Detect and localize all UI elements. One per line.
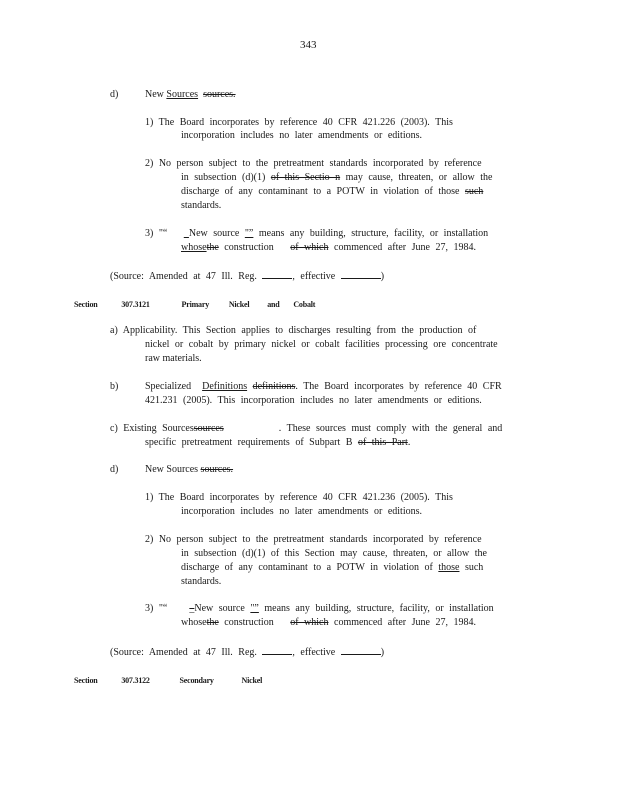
subsection-a-line-3: raw materials. bbox=[145, 353, 202, 364]
deleted-text: of this Sectio n bbox=[270, 172, 341, 183]
deleted-text: sources bbox=[193, 423, 224, 434]
item-2-line-4: standards. bbox=[181, 576, 222, 587]
subsection-c-line-1 bbox=[110, 422, 502, 436]
text: Specialized bbox=[145, 381, 197, 392]
item-1-line-1: 1) The Board incorporates by reference 40 CFR 421.236 (2005). This bbox=[145, 492, 453, 503]
subsection-d-label: d) bbox=[110, 89, 119, 100]
item-2-line-1: 2) No person subject to the pretreatment standards incorporated by reference bbox=[145, 158, 482, 169]
item-3-line-1 bbox=[145, 227, 488, 241]
inserted-text: those bbox=[438, 562, 460, 573]
deleted-text: such bbox=[464, 186, 484, 197]
text: (Source: Amended at 47 Ill. Reg. bbox=[110, 647, 257, 658]
text: New bbox=[145, 89, 167, 100]
deleted-text: of which bbox=[290, 242, 329, 253]
text: construction bbox=[218, 617, 280, 628]
subsection-b-line-1 bbox=[145, 380, 502, 394]
text: 3) "“ bbox=[145, 228, 168, 239]
item-1-line-2: incorporation includes no later amendments or editions. bbox=[181, 506, 422, 517]
text: commenced after June 27, 1984. bbox=[328, 617, 476, 628]
text: (Source: Amended at 47 Ill. Reg. bbox=[110, 271, 257, 282]
text: . The Board incorporates by reference 40 CFR bbox=[295, 381, 502, 392]
section-word: Section bbox=[74, 300, 98, 309]
item-2-line-2 bbox=[181, 171, 493, 185]
text: New source bbox=[194, 603, 251, 614]
inserted-text: "” bbox=[250, 603, 259, 614]
deleted-text: the bbox=[206, 617, 219, 628]
section-heading-307-3122 bbox=[74, 674, 262, 688]
section-number: 307.3121 bbox=[121, 300, 150, 309]
item-2-line-4: standards. bbox=[181, 200, 222, 211]
text: commenced after June 27, 1984. bbox=[328, 242, 476, 253]
text: ) bbox=[380, 271, 385, 282]
inserted-text: whose bbox=[181, 242, 207, 253]
section-title-word: Nickel bbox=[241, 676, 263, 685]
blank-line bbox=[341, 644, 381, 655]
text: 3) "“ bbox=[145, 603, 168, 614]
text: may cause, threaten, or allow the bbox=[340, 172, 493, 183]
text: , effective bbox=[292, 647, 336, 658]
item-2-line-1: 2) No person subject to the pretreatment standards incorporated by reference bbox=[145, 534, 482, 545]
item-1-line-1: 1) The Board incorporates by reference 40 CFR 421.226 (2003). This bbox=[145, 117, 453, 128]
deleted-text: the bbox=[206, 242, 219, 253]
text: means any building, structure, facility, or installation bbox=[253, 228, 489, 239]
text: discharge of any contaminant to a POTW in violation of those bbox=[181, 186, 465, 197]
inserted-text: "” bbox=[244, 228, 254, 239]
inserted-text: Sources bbox=[166, 89, 199, 100]
text: in subsection (d)(1) bbox=[181, 172, 271, 183]
subsection-d-heading bbox=[145, 463, 233, 477]
item-3-line-2 bbox=[181, 616, 476, 630]
blank-line bbox=[262, 268, 292, 279]
section-title-word: Nickel bbox=[228, 300, 250, 309]
text: construction bbox=[218, 242, 280, 253]
text: New Sources bbox=[145, 464, 201, 475]
text: . These sources must comply with the general and bbox=[278, 423, 503, 434]
deleted-text: sources. bbox=[203, 89, 236, 100]
text: discharge of any contaminant to a POTW in violation of bbox=[181, 562, 439, 573]
deleted-text: of this Part bbox=[357, 437, 408, 448]
item-2-line-3 bbox=[181, 185, 483, 199]
section-title-word: Secondary bbox=[179, 676, 214, 685]
subsection-b-label: b) bbox=[110, 381, 119, 392]
subsection-c-line-2 bbox=[145, 436, 410, 450]
blank-line bbox=[341, 268, 381, 279]
text: New source bbox=[188, 228, 245, 239]
deleted-text: of which bbox=[290, 617, 329, 628]
deleted-text: definitions bbox=[252, 381, 296, 392]
item-3-line-2 bbox=[181, 241, 476, 255]
section-title-word: and bbox=[267, 300, 280, 309]
subsection-d-heading bbox=[145, 88, 236, 102]
text: . bbox=[407, 437, 411, 448]
subsection-a-line-2: nickel or cobalt by primary nickel or cobalt facilities processing ore concentrate bbox=[145, 339, 498, 350]
inserted-text: _ bbox=[183, 228, 189, 239]
text: such bbox=[459, 562, 484, 573]
deleted-text: _ bbox=[189, 603, 195, 614]
text: ) bbox=[380, 647, 385, 658]
text: specific pretreatment requirements of Subpart B bbox=[145, 437, 358, 448]
page-number: 343 bbox=[300, 39, 317, 51]
text: , effective bbox=[292, 271, 336, 282]
section-title-word: Primary bbox=[181, 300, 210, 309]
section-word: Section bbox=[74, 676, 98, 685]
item-1-line-2: incorporation includes no later amendments or editions. bbox=[181, 130, 422, 141]
deleted-text: sources. bbox=[200, 464, 234, 475]
section-title-word: Cobalt bbox=[293, 300, 316, 309]
section-heading-307-3121 bbox=[74, 298, 315, 312]
text: c) Existing Sources bbox=[110, 423, 194, 434]
subsection-a-line-1: a) Applicability. This Section applies to discharges resulting from the production of bbox=[110, 325, 477, 336]
text: means any building, structure, facility, or installation bbox=[258, 603, 494, 614]
subsection-b-line-2: 421.231 (2005). This incorporation includes no later amendments or editions. bbox=[145, 395, 482, 406]
blank-line bbox=[262, 644, 292, 655]
item-2-line-2: in subsection (d)(1) of this Section may cause, threaten, or allow the bbox=[181, 548, 487, 559]
section-number: 307.3122 bbox=[121, 676, 150, 685]
inserted-text: Definitions bbox=[202, 381, 248, 392]
text: whose bbox=[181, 617, 207, 628]
item-3-line-1 bbox=[145, 602, 494, 616]
source-note-2 bbox=[110, 644, 384, 660]
source-note-1 bbox=[110, 268, 384, 284]
subsection-d-label: d) bbox=[110, 464, 119, 475]
item-2-line-3 bbox=[181, 561, 483, 575]
